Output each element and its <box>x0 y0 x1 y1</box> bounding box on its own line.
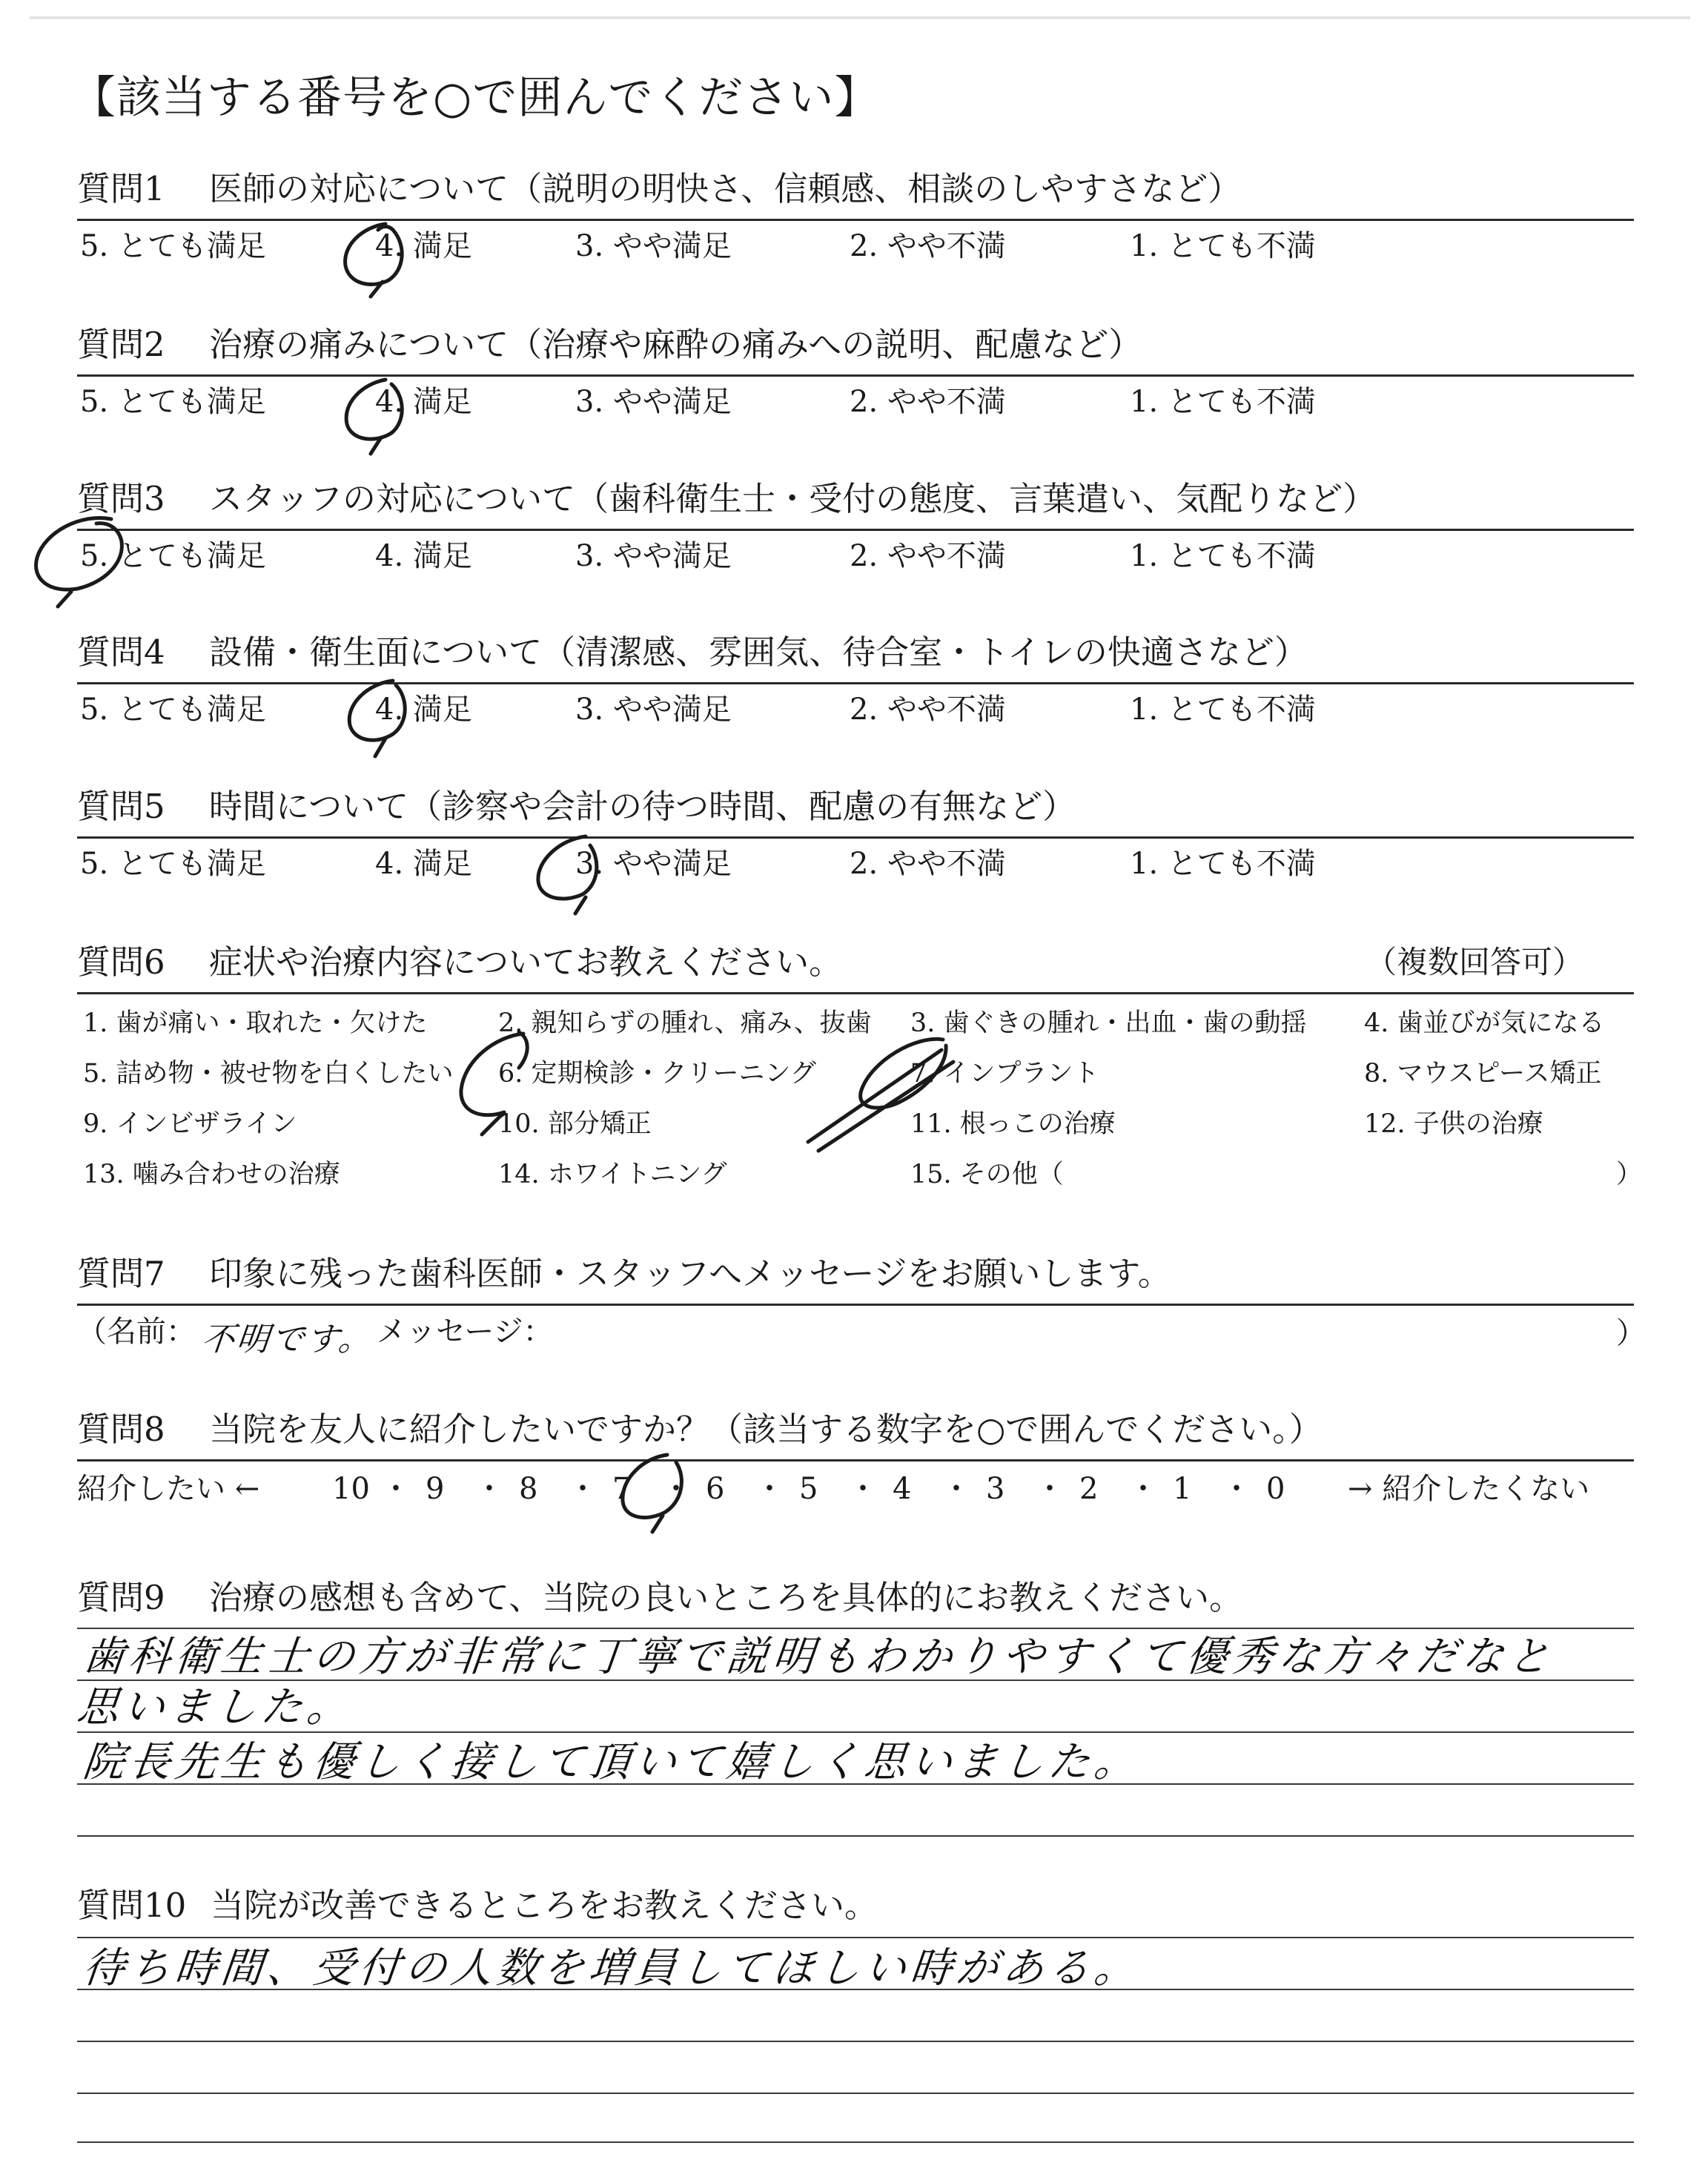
q3-option-1[interactable]: 1. とても不満 <box>1130 539 1316 573</box>
q10-line-1 <box>77 1937 1634 1938</box>
question-1-number: 質問1 <box>77 169 165 208</box>
q8-scale-separator: ・ <box>568 1472 598 1506</box>
q8-scale-separator: ・ <box>474 1472 504 1506</box>
q6-option-5[interactable]: 5. 詰め物・被せ物を白くしたい <box>83 1059 454 1089</box>
q6-option-6[interactable]: 6. 定期検診・クリーニング <box>498 1059 816 1089</box>
q8-scale-7[interactable]: 7 <box>612 1472 632 1506</box>
q8-scale-10[interactable]: 10 <box>332 1472 370 1506</box>
q8-scale-5[interactable]: 5 <box>799 1472 818 1506</box>
question-4-title <box>77 630 1308 675</box>
q7-close-paren: ） <box>1616 1316 1646 1350</box>
q8-scale-1[interactable]: 1 <box>1173 1472 1192 1506</box>
q4-option-2[interactable]: 2. やや不満 <box>850 693 1006 727</box>
question-9-title <box>77 1576 1242 1620</box>
question-4-text: 設備・衛生面について（清潔感、雰囲気、待合室・トイレの快適さなど） <box>209 633 1308 672</box>
question-5-number: 質問5 <box>77 787 165 826</box>
q8-scale-separator: ・ <box>848 1472 878 1506</box>
q8-scale-separator: ・ <box>755 1472 784 1506</box>
multiple-answers-note: （複数回答可） <box>1366 944 1584 980</box>
q3-option-5[interactable]: 5. とても満足 <box>80 539 266 573</box>
question-6-number: 質問6 <box>77 942 165 982</box>
question-1-rule <box>77 219 1634 221</box>
question-4-number: 質問4 <box>77 633 165 672</box>
question-5-title <box>77 785 1076 829</box>
q8-left-label: 紹介したい ← <box>77 1472 260 1506</box>
q8-scale-separator: ・ <box>1128 1472 1158 1506</box>
question-8-text: 当院を友人に紹介したいですか？（該当する数字を○で囲んでください。） <box>209 1410 1323 1449</box>
q8-scale-3[interactable]: 3 <box>986 1472 1005 1506</box>
q9-answer-line-1[interactable]: 歯科衛生士の方が非常に丁寧で説明もわかりやすくて優秀な方々だなと <box>80 1633 1557 1681</box>
q3-option-4[interactable]: 4. 満足 <box>375 539 472 573</box>
question-8-rule <box>77 1459 1634 1462</box>
question-8-number: 質問8 <box>77 1410 165 1449</box>
q8-scale-separator: ・ <box>1035 1472 1065 1506</box>
q3-option-3[interactable]: 3. やや満足 <box>575 539 732 573</box>
question-6-text: 症状や治療内容についてお教えください。 <box>209 942 843 982</box>
q8-scale-separator: ・ <box>661 1472 691 1506</box>
q4-option-5[interactable]: 5. とても満足 <box>80 693 266 727</box>
q4-option-4[interactable]: 4. 満足 <box>375 693 472 727</box>
q6-option-10[interactable]: 10. 部分矯正 <box>498 1109 652 1139</box>
question-7-title <box>77 1252 1171 1296</box>
q8-scale-separator: ・ <box>381 1472 411 1506</box>
question-5-rule <box>77 836 1634 839</box>
question-7-rule <box>77 1304 1634 1306</box>
q3-option-2[interactable]: 2. やや不満 <box>850 539 1006 573</box>
q6-option-9[interactable]: 9. インビザライン <box>83 1109 297 1139</box>
q10-answer-line-1[interactable]: 待ち時間、受付の人数を増員してほしい時がある。 <box>80 1944 1143 1992</box>
q7-name-label: （名前： <box>77 1315 196 1349</box>
q1-option-2[interactable]: 2. やや不満 <box>850 229 1006 263</box>
q8-scale-8[interactable]: 8 <box>519 1472 538 1506</box>
question-6-title <box>77 940 842 985</box>
page-top-border <box>30 16 1690 19</box>
q9-answer-line-2[interactable]: 思いました。 <box>74 1683 356 1731</box>
q6-option-7[interactable]: 7. インプラント <box>910 1059 1099 1089</box>
q1-option-4[interactable]: 4. 満足 <box>375 229 472 263</box>
q8-scale-6[interactable]: 6 <box>706 1472 725 1506</box>
question-10-title <box>77 1883 878 1928</box>
question-8-title <box>77 1407 1323 1452</box>
q8-scale-separator: ・ <box>941 1472 971 1506</box>
q1-option-1[interactable]: 1. とても不満 <box>1130 229 1316 263</box>
question-9-number: 質問9 <box>77 1578 165 1617</box>
question-1-text: 医師の対応について（説明の明快さ、信頼感、相談のしやすさなど） <box>209 169 1242 208</box>
q9-line-5 <box>77 1835 1634 1837</box>
q8-scale-2[interactable]: 2 <box>1079 1472 1099 1506</box>
question-2-title <box>77 323 1142 367</box>
q6-option-15[interactable]: 15. その他（ <box>910 1160 1064 1189</box>
q8-scale-0[interactable]: 0 <box>1266 1472 1285 1506</box>
question-1-title <box>77 167 1241 211</box>
q10-line-4 <box>77 2093 1634 2094</box>
question-9-text: 治療の感想も含めて、当院の良いところを具体的にお教えください。 <box>209 1578 1243 1617</box>
question-2-number: 質問2 <box>77 325 165 364</box>
q2-option-1[interactable]: 1. とても不満 <box>1130 385 1316 419</box>
q2-option-2[interactable]: 2. やや不満 <box>850 385 1006 419</box>
q6-other-close-paren: ） <box>1616 1160 1643 1189</box>
q10-line-3 <box>77 2041 1634 2042</box>
q10-line-5 <box>77 2141 1634 2143</box>
q6-option-8[interactable]: 8. マウスピース矯正 <box>1364 1059 1602 1089</box>
q6-option-13[interactable]: 13. 噛み合わせの治療 <box>83 1160 340 1189</box>
q5-option-2[interactable]: 2. やや不満 <box>850 847 1006 881</box>
q2-option-4[interactable]: 4. 満足 <box>375 385 472 419</box>
q9-line-1 <box>77 1628 1634 1629</box>
q2-option-3[interactable]: 3. やや満足 <box>575 385 732 419</box>
page-title: 【該当する番号を○で囲んでください】 <box>71 72 880 124</box>
question-7-text: 印象に残った歯科医師・スタッフへメッセージをお願いします。 <box>209 1254 1171 1293</box>
q6-option-12[interactable]: 12. 子供の治療 <box>1364 1109 1543 1139</box>
q8-right-label: → 紹介したくない <box>1348 1472 1590 1506</box>
question-7-number: 質問7 <box>77 1254 165 1293</box>
q5-option-5[interactable]: 5. とても満足 <box>80 847 266 881</box>
q4-option-3[interactable]: 3. やや満足 <box>575 693 732 727</box>
question-5-text: 時間について（診察や会計の待つ時間、配慮の有無など） <box>209 787 1076 826</box>
q5-option-4[interactable]: 4. 満足 <box>375 847 472 881</box>
q8-scale-4[interactable]: 4 <box>893 1472 912 1506</box>
q5-option-3[interactable]: 3. やや満足 <box>575 847 732 881</box>
question-10-text: 当院が改善できるところをお教えください。 <box>211 1886 878 1925</box>
q5-option-1[interactable]: 1. とても不満 <box>1130 847 1316 881</box>
question-2-rule <box>77 374 1634 377</box>
question-3-text: スタッフの対応について（歯科衛生士・受付の態度、言葉遣い、気配りなど） <box>209 479 1377 518</box>
q9-answer-line-3[interactable]: 院長先生も優しく接して頂いて嬉しく思いました。 <box>80 1738 1143 1786</box>
q6-option-3[interactable]: 3. 歯ぐきの腫れ・出血・歯の動揺 <box>910 1008 1307 1038</box>
question-3-rule <box>77 529 1634 531</box>
q2-option-5[interactable]: 5. とても満足 <box>80 385 266 419</box>
q7-message-label: メッセージ： <box>377 1315 553 1349</box>
q8-scale-9[interactable]: 9 <box>426 1472 445 1506</box>
question-3-number: 質問3 <box>77 479 165 518</box>
q6-option-4[interactable]: 4. 歯並びが気になる <box>1364 1008 1605 1038</box>
question-3-title <box>77 477 1376 521</box>
question-10-number: 質問10 <box>77 1886 187 1925</box>
q1-option-3[interactable]: 3. やや満足 <box>575 229 732 263</box>
q6-option-11[interactable]: 11. 根っこの治療 <box>910 1109 1116 1139</box>
question-4-rule <box>77 682 1634 684</box>
q8-scale-separator: ・ <box>1222 1472 1251 1506</box>
q6-option-2[interactable]: 2. 親知らずの腫れ、痛み、抜歯 <box>498 1008 872 1038</box>
q1-option-5[interactable]: 5. とても満足 <box>80 229 266 263</box>
question-2-text: 治療の痛みについて（治療や麻酔の痛みへの説明、配慮など） <box>209 325 1142 364</box>
q6-option-1[interactable]: 1. 歯が痛い・取れた・欠けた <box>83 1008 428 1038</box>
q7-name-handwritten[interactable]: 不明です。 <box>199 1321 376 1358</box>
q4-option-1[interactable]: 1. とても不満 <box>1130 693 1316 727</box>
q6-option-14[interactable]: 14. ホワイトニング <box>498 1160 727 1189</box>
question-6-rule <box>77 992 1634 994</box>
